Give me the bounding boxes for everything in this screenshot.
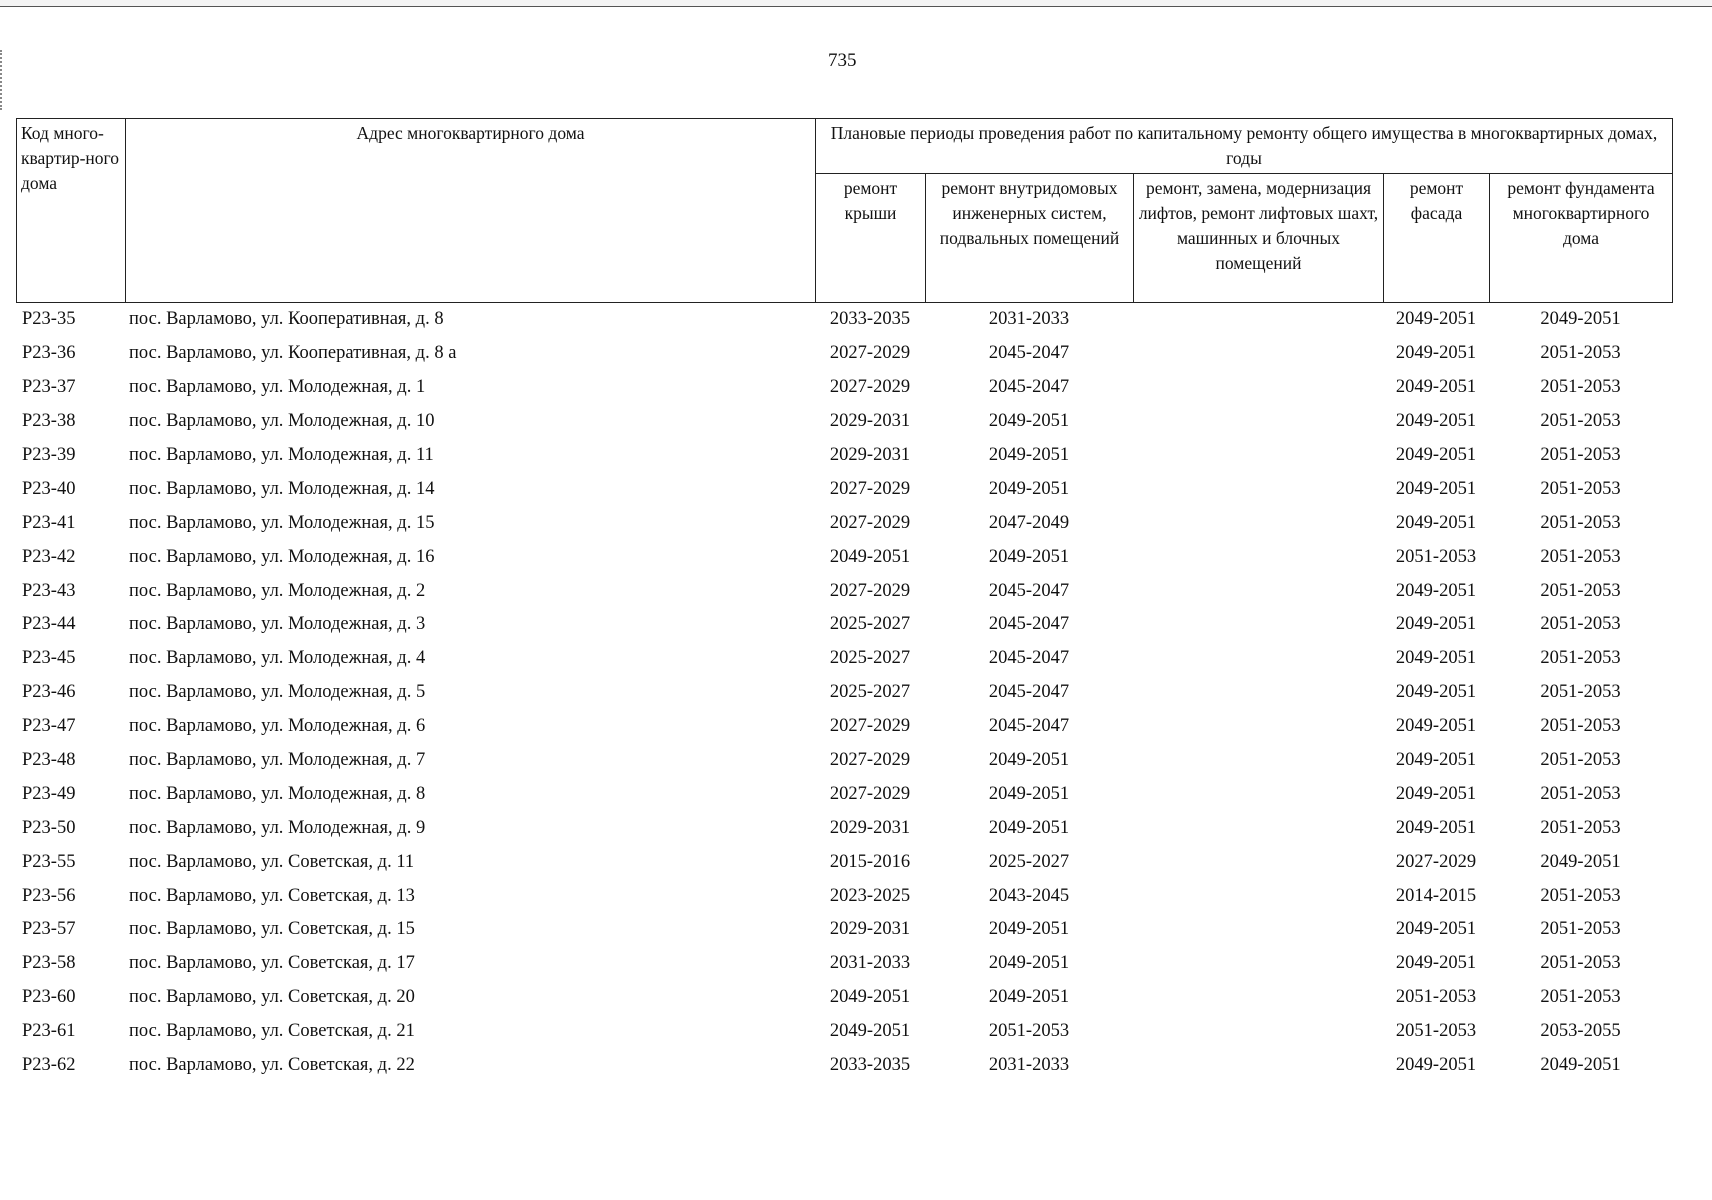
- row-foundation: 2051-2053: [1540, 716, 1621, 737]
- table-row: [16, 676, 1672, 710]
- row-facade: 2051-2053: [1395, 1021, 1477, 1042]
- row-engineering: 2045-2047: [988, 682, 1070, 703]
- row-address: пос. Варламово, ул. Молодежная, д. 1: [129, 377, 426, 398]
- row-facade: 2049-2051: [1395, 614, 1477, 635]
- row-engineering: 2049-2051: [988, 546, 1070, 567]
- row-roof: 2015-2016: [829, 851, 911, 872]
- row-address: пос. Варламово, ул. Молодежная, д. 3: [129, 614, 426, 635]
- row-address: пос. Варламово, ул. Кооперативная, д. 8 а: [129, 343, 457, 364]
- row-address: пос. Варламово, ул. Молодежная, д. 11: [129, 445, 434, 465]
- row-roof: 2025-2027: [829, 682, 911, 703]
- row-code: Р23-39: [22, 445, 76, 465]
- row-foundation: 2049-2051: [1540, 309, 1621, 330]
- row-code: Р23-44: [22, 614, 76, 635]
- row-code: Р23-48: [22, 750, 76, 771]
- row-elevators: [1133, 303, 1383, 337]
- row-elevators: [1133, 811, 1383, 845]
- row-code: Р23-57: [22, 919, 76, 940]
- row-elevators: [1133, 710, 1383, 744]
- row-address: пос. Варламово, ул. Советская, д. 21: [129, 1021, 415, 1042]
- row-foundation: 2049-2051: [1540, 851, 1621, 872]
- row-elevators: [1133, 642, 1383, 676]
- header-roof: ремонт крыши: [816, 174, 926, 303]
- row-foundation: 2051-2053: [1540, 580, 1621, 601]
- scan-edge-left: [0, 50, 6, 110]
- row-roof: 2025-2027: [829, 648, 911, 669]
- row-elevators: [1133, 981, 1383, 1015]
- row-elevators: [1133, 845, 1383, 879]
- row-elevators: [1133, 1049, 1383, 1083]
- row-roof: 2027-2029: [829, 783, 911, 804]
- row-code: Р23-38: [22, 411, 76, 432]
- table-row: [16, 1049, 1672, 1083]
- row-engineering: 2043-2045: [988, 885, 1070, 906]
- row-elevators: [1133, 506, 1383, 540]
- row-foundation: 2051-2053: [1540, 648, 1621, 669]
- row-foundation: 2051-2053: [1540, 614, 1621, 635]
- row-engineering: 2049-2051: [988, 919, 1070, 940]
- row-roof: 2023-2025: [829, 885, 911, 906]
- table-rows: [16, 303, 1672, 1082]
- row-elevators: [1133, 608, 1383, 642]
- row-facade: 2014-2015: [1395, 885, 1477, 906]
- table-row: [16, 574, 1672, 608]
- row-elevators: [1133, 676, 1383, 710]
- table-row: [16, 744, 1672, 778]
- row-address: пос. Варламово, ул. Советская, д. 15: [129, 919, 415, 940]
- row-elevators: [1133, 777, 1383, 811]
- row-foundation: 2051-2053: [1540, 783, 1621, 804]
- row-address: пос. Варламово, ул. Советская, д. 13: [129, 885, 415, 906]
- row-engineering: 2049-2051: [988, 411, 1070, 432]
- row-engineering: 2047-2049: [988, 512, 1070, 533]
- row-code: Р23-41: [22, 512, 76, 533]
- row-elevators: [1133, 337, 1383, 371]
- row-roof: 2027-2029: [829, 343, 911, 364]
- table-row: [16, 811, 1672, 845]
- table-row: [16, 642, 1672, 676]
- table-row: [16, 1015, 1672, 1049]
- table-row: [16, 506, 1672, 540]
- row-foundation: 2051-2053: [1540, 512, 1621, 533]
- row-code: Р23-42: [22, 546, 76, 567]
- row-engineering: 2045-2047: [988, 343, 1070, 364]
- table-row: [16, 439, 1672, 473]
- row-foundation: 2051-2053: [1540, 546, 1621, 567]
- row-foundation: 2051-2053: [1540, 343, 1621, 364]
- row-roof: 2027-2029: [829, 580, 911, 601]
- row-address: пос. Варламово, ул. Молодежная, д. 10: [129, 411, 435, 432]
- row-code: Р23-47: [22, 716, 76, 737]
- table-row: [16, 303, 1672, 337]
- table-row: [16, 371, 1672, 405]
- row-roof: 2029-2031: [829, 445, 911, 465]
- table-row: [16, 608, 1672, 642]
- table-row: [16, 845, 1672, 879]
- row-address: пос. Варламово, ул. Молодежная, д. 2: [129, 580, 426, 601]
- row-foundation: 2051-2053: [1540, 682, 1621, 703]
- row-code: Р23-35: [22, 309, 76, 330]
- row-engineering: 2031-2033: [988, 309, 1070, 330]
- row-facade: 2049-2051: [1395, 783, 1477, 804]
- table-row: [16, 913, 1672, 947]
- row-facade: 2049-2051: [1395, 309, 1477, 330]
- row-code: Р23-58: [22, 953, 76, 974]
- table-row: [16, 540, 1672, 574]
- row-facade: 2049-2051: [1395, 750, 1477, 771]
- row-code: Р23-49: [22, 783, 76, 804]
- row-roof: 2029-2031: [829, 411, 911, 432]
- row-address: пос. Варламово, ул. Молодежная, д. 9: [129, 817, 426, 838]
- row-elevators: [1133, 913, 1383, 947]
- row-elevators: [1133, 371, 1383, 405]
- row-facade: 2049-2051: [1395, 648, 1477, 669]
- row-code: Р23-40: [22, 478, 76, 499]
- row-engineering: 2045-2047: [988, 648, 1070, 669]
- row-foundation: 2051-2053: [1540, 953, 1621, 974]
- row-roof: 2049-2051: [829, 546, 911, 567]
- row-address: пос. Варламово, ул. Молодежная, д. 4: [129, 648, 426, 669]
- row-elevators: [1133, 947, 1383, 981]
- scan-edge-top: [0, 0, 1712, 7]
- row-address: пос. Варламово, ул. Молодежная, д. 14: [129, 478, 435, 499]
- row-foundation: 2051-2053: [1540, 987, 1621, 1008]
- row-facade: 2027-2029: [1395, 851, 1477, 872]
- row-roof: 2025-2027: [829, 614, 911, 635]
- row-address: пос. Варламово, ул. Молодежная, д. 7: [129, 750, 426, 771]
- row-foundation: 2053-2055: [1540, 1021, 1621, 1042]
- row-foundation: 2049-2051: [1540, 1055, 1621, 1076]
- row-facade: 2049-2051: [1395, 411, 1477, 432]
- row-facade: 2049-2051: [1395, 512, 1477, 533]
- row-facade: 2049-2051: [1395, 1055, 1477, 1076]
- header-foundation: ремонт фундамента многоквартирного дома: [1490, 174, 1673, 303]
- row-address: пос. Варламово, ул. Советская, д. 17: [129, 953, 415, 974]
- row-address: пос. Варламово, ул. Молодежная, д. 8: [129, 783, 426, 804]
- row-roof: 2033-2035: [829, 1055, 911, 1076]
- row-foundation: 2051-2053: [1540, 750, 1621, 771]
- row-roof: 2027-2029: [829, 377, 911, 398]
- row-engineering: 2045-2047: [988, 580, 1070, 601]
- header-facade: ремонт фасада: [1384, 174, 1490, 303]
- row-engineering: 2051-2053: [988, 1021, 1070, 1042]
- row-foundation: 2051-2053: [1540, 817, 1621, 838]
- row-facade: 2049-2051: [1395, 919, 1477, 940]
- table-row: [16, 879, 1672, 913]
- row-facade: 2049-2051: [1395, 445, 1477, 465]
- row-roof: 2029-2031: [829, 919, 911, 940]
- row-elevators: [1133, 472, 1383, 506]
- row-address: пос. Варламово, ул. Советская, д. 20: [129, 987, 415, 1008]
- row-roof: 2027-2029: [829, 512, 911, 533]
- row-engineering: 2049-2051: [988, 478, 1070, 499]
- row-facade: 2049-2051: [1395, 953, 1477, 974]
- row-roof: 2049-2051: [829, 1021, 911, 1042]
- row-code: Р23-62: [22, 1055, 76, 1076]
- row-code: Р23-56: [22, 885, 76, 906]
- row-code: Р23-36: [22, 343, 76, 364]
- row-code: Р23-55: [22, 851, 76, 872]
- row-elevators: [1133, 744, 1383, 778]
- row-foundation: 2051-2053: [1540, 377, 1621, 398]
- table-body: [16, 303, 1672, 1082]
- table-row: [16, 777, 1672, 811]
- row-address: пос. Варламово, ул. Советская, д. 11: [129, 851, 415, 872]
- row-foundation: 2051-2053: [1540, 445, 1621, 465]
- table-row: [16, 981, 1672, 1015]
- row-facade: 2049-2051: [1395, 817, 1477, 838]
- row-facade: 2049-2051: [1395, 478, 1477, 499]
- row-facade: 2049-2051: [1395, 682, 1477, 703]
- row-elevators: [1133, 540, 1383, 574]
- row-engineering: 2049-2051: [988, 750, 1070, 771]
- row-elevators: [1133, 879, 1383, 913]
- page-number: 735: [828, 50, 857, 71]
- row-elevators: [1133, 1015, 1383, 1049]
- row-code: Р23-46: [22, 682, 76, 703]
- row-roof: 2029-2031: [829, 817, 911, 838]
- header-engineering: ремонт внутридомовых инженерных систем, подвальных помещений: [926, 174, 1134, 303]
- header-code: Код много-квартир-ного дома: [17, 119, 126, 303]
- row-facade: 2051-2053: [1395, 546, 1477, 567]
- row-roof: 2027-2029: [829, 716, 911, 737]
- row-code: Р23-61: [22, 1021, 76, 1042]
- row-elevators: [1133, 439, 1383, 473]
- row-facade: 2051-2053: [1395, 987, 1477, 1008]
- header-periods: Плановые периоды проведения работ по капитальному ремонту общего имущества в многоквартирных домах, годы: [816, 119, 1673, 174]
- row-engineering: 2049-2051: [988, 783, 1070, 804]
- row-address: пос. Варламово, ул. Молодежная, д. 15: [129, 512, 435, 533]
- row-elevators: [1133, 405, 1383, 439]
- row-facade: 2049-2051: [1395, 377, 1477, 398]
- row-engineering: 2025-2027: [988, 851, 1070, 872]
- row-address: пос. Варламово, ул. Кооперативная, д. 8: [129, 309, 444, 330]
- header-elevators: ремонт, замена, модернизация лифтов, ремонт лифтовых шахт, машинных и блочных помещений: [1134, 174, 1384, 303]
- row-roof: 2031-2033: [829, 953, 911, 974]
- row-code: Р23-37: [22, 377, 76, 398]
- row-code: Р23-50: [22, 817, 76, 838]
- row-facade: 2049-2051: [1395, 343, 1477, 364]
- header-address: Адрес многоквартирного дома: [126, 119, 816, 303]
- row-address: пос. Варламово, ул. Молодежная, д. 5: [129, 682, 426, 703]
- row-code: Р23-43: [22, 580, 76, 601]
- row-engineering: 2049-2051: [988, 953, 1070, 974]
- table-row: [16, 405, 1672, 439]
- table-row: [16, 947, 1672, 981]
- row-foundation: 2051-2053: [1540, 478, 1621, 499]
- table-row: [16, 472, 1672, 506]
- row-address: пос. Варламово, ул. Молодежная, д. 16: [129, 546, 435, 567]
- row-foundation: 2051-2053: [1540, 919, 1621, 940]
- row-facade: 2049-2051: [1395, 716, 1477, 737]
- table-row: [16, 710, 1672, 744]
- table-row: [16, 337, 1672, 371]
- row-code: Р23-60: [22, 987, 76, 1008]
- row-foundation: 2051-2053: [1540, 411, 1621, 432]
- row-facade: 2049-2051: [1395, 580, 1477, 601]
- row-engineering: 2045-2047: [988, 716, 1070, 737]
- row-code: Р23-45: [22, 648, 76, 669]
- row-engineering: 2045-2047: [988, 377, 1070, 398]
- row-elevators: [1133, 574, 1383, 608]
- row-address: пос. Варламово, ул. Молодежная, д. 6: [129, 716, 426, 737]
- document-table: [16, 118, 1672, 1082]
- row-engineering: 2049-2051: [988, 445, 1070, 465]
- row-foundation: 2051-2053: [1540, 885, 1621, 906]
- row-roof: 2049-2051: [829, 987, 911, 1008]
- row-engineering: 2049-2051: [988, 817, 1070, 838]
- row-engineering: 2045-2047: [988, 614, 1070, 635]
- row-engineering: 2049-2051: [988, 987, 1070, 1008]
- row-roof: 2027-2029: [829, 750, 911, 771]
- row-roof: 2027-2029: [829, 478, 911, 499]
- row-engineering: 2031-2033: [988, 1055, 1070, 1076]
- table-header: [16, 118, 1673, 303]
- row-roof: 2033-2035: [829, 309, 911, 330]
- row-address: пос. Варламово, ул. Советская, д. 22: [129, 1055, 415, 1076]
